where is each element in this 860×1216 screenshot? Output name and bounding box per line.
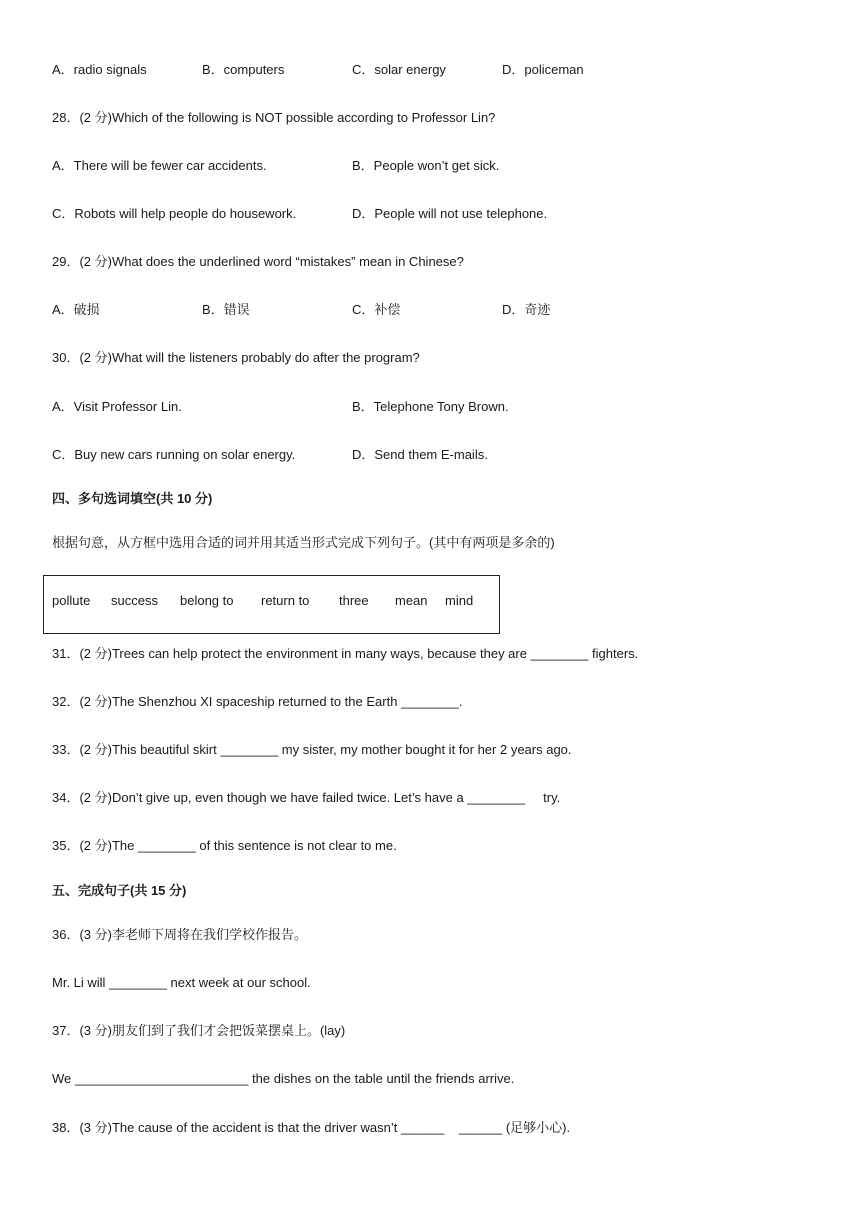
q28-option-a: A．There will be fewer car accidents. xyxy=(52,158,267,173)
word-bank-item: success xyxy=(111,593,158,608)
word-bank-box xyxy=(43,575,500,634)
q29-stem: 29．(2 分)What does the underlined word “mistakes” mean in Chinese? xyxy=(52,254,464,269)
section-4-instruction: 根据句意，从方框中选用合适的词并用其适当形式完成下列句子。(其中有两项是多余的) xyxy=(52,535,555,550)
q30-option-b: B．Telephone Tony Brown. xyxy=(352,399,509,414)
section-5-heading: 五、完成句子(共 15 分) xyxy=(52,883,187,898)
word-bank-item: mind xyxy=(445,593,474,608)
q33-stem: 33．(2 分)This beautiful skirt ________ my sister, my mother bought it for her 2 years ago. xyxy=(52,742,572,757)
word-bank-item: belong to xyxy=(180,593,234,608)
q36-answer-line: Mr. Li will ________ next week at our school. xyxy=(52,975,311,990)
q37-stem: 37．(3 分)朋友们到了我们才会把饭菜摆桌上。(lay) xyxy=(52,1023,346,1038)
q27-option-d: D．policeman xyxy=(502,62,584,77)
q27-option-b: B．computers xyxy=(202,62,285,77)
word-bank-item: return to xyxy=(261,593,310,608)
q29-option-d: D．奇迹 xyxy=(502,302,551,317)
q34-stem: 34．(2 分)Don’t give up, even though we have failed twice. Let’s have a ________ try. xyxy=(52,790,561,805)
q27-option-c: C．solar energy xyxy=(352,62,446,77)
q35-stem: 35．(2 分)The ________ of this sentence is not clear to me. xyxy=(52,838,397,853)
q29-option-a: A．破损 xyxy=(52,302,100,317)
q27-option-a: A．radio signals xyxy=(52,62,147,77)
q36-stem: 36．(3 分)李老师下周将在我们学校作报告。 xyxy=(52,927,307,942)
q28-option-d: D．People will not use telephone. xyxy=(352,206,548,221)
q30-option-d: D．Send them E-mails. xyxy=(352,447,488,462)
q32-stem: 32．(2 分)The Shenzhou XI spaceship returned to the Earth ________. xyxy=(52,694,463,709)
q29-option-c: C．补偿 xyxy=(352,302,401,317)
word-bank-item: pollute xyxy=(52,593,91,608)
q29-option-b: B．错误 xyxy=(202,302,250,317)
q37-answer-line: We ________________________ the dishes on the table until the friends arrive. xyxy=(52,1071,515,1086)
q30-option-a: A．Visit Professor Lin. xyxy=(52,399,182,414)
q30-stem: 30．(2 分)What will the listeners probably do after the program? xyxy=(52,350,420,365)
q28-stem: 28．(2 分)Which of the following is NOT possible according to Professor Lin? xyxy=(52,110,496,125)
word-bank-item: mean xyxy=(395,593,428,608)
q30-option-c: C．Buy new cars running on solar energy. xyxy=(52,447,296,462)
q38-stem: 38．(3 分)The cause of the accident is that the driver wasn’t ______ ______ (足够小心). xyxy=(52,1120,571,1135)
q28-option-c: C．Robots will help people do housework. xyxy=(52,206,297,221)
word-bank-item: three xyxy=(339,593,369,608)
q28-option-b: B．People won’t get sick. xyxy=(352,158,500,173)
section-4-heading: 四、多句选词填空(共 10 分) xyxy=(52,491,213,506)
q31-stem: 31．(2 分)Trees can help protect the environment in many ways, because they are ________ fighters. xyxy=(52,646,639,661)
